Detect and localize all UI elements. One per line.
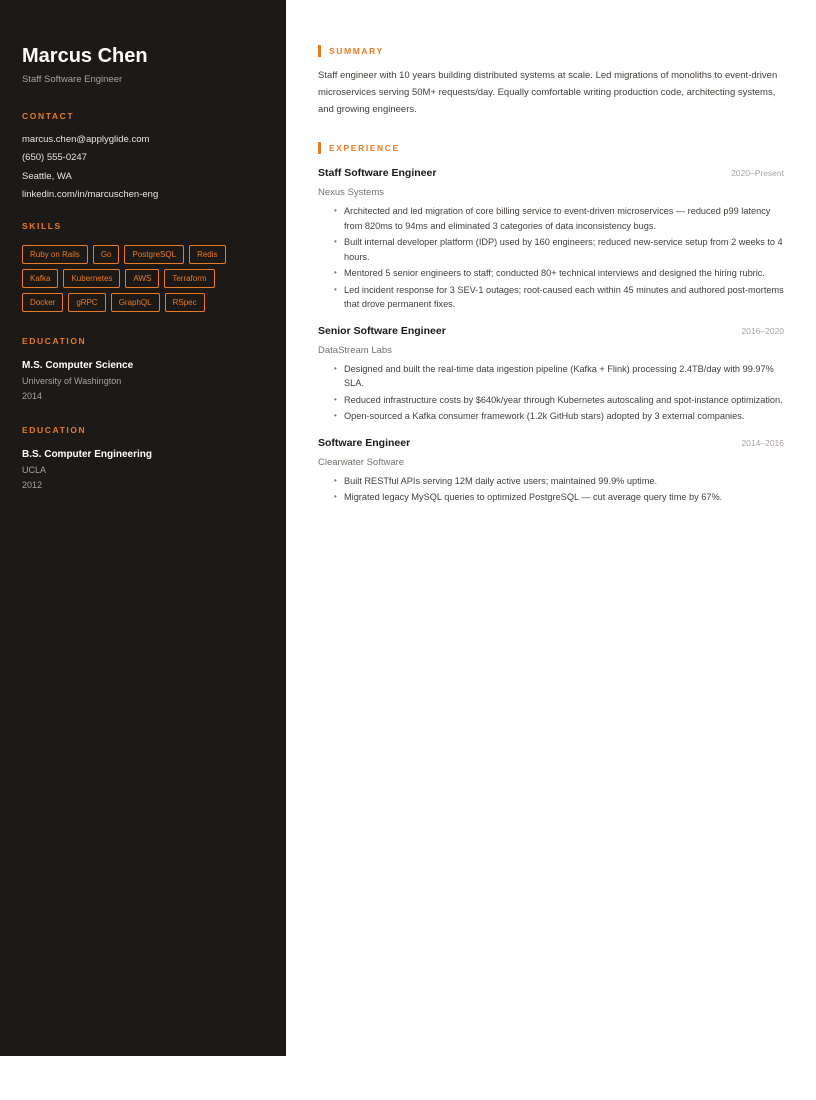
- job-entry: [318, 325, 784, 424]
- skill-tag: Go: [93, 245, 120, 264]
- job-dates: 2020–Present: [731, 168, 784, 178]
- contact-email[interactable]: marcus.chen@applyglide.com: [22, 134, 150, 145]
- job-bullet: • Built internal developer platform (IDP) used by 160 engineers; reduced new-service setup from 2 weeks to 4 hours.: [334, 235, 784, 264]
- candidate-name: Marcus Chen: [22, 45, 148, 67]
- skill-tag: PostgreSQL: [124, 245, 184, 264]
- education-heading: EDUCATION: [22, 335, 87, 346]
- skill-tags: [22, 245, 252, 312]
- experience-heading-label: EXPERIENCE: [329, 143, 400, 153]
- job-bullet: • Built RESTful APIs serving 12M daily active users; maintained 99.9% uptime.: [334, 474, 784, 489]
- job-bullets: [318, 362, 784, 424]
- skill-tag: Ruby on Rails: [22, 245, 88, 264]
- contact-linkedin[interactable]: linkedin.com/in/marcuschen-eng: [22, 188, 159, 200]
- contact-phone: (650) 555-0247: [22, 152, 87, 164]
- education-heading: EDUCATION: [22, 424, 87, 435]
- skill-tag: Kafka: [22, 269, 58, 288]
- skill-tag: Terraform: [164, 269, 214, 288]
- summary-heading: [318, 45, 784, 57]
- job-title: Software Engineer: [318, 436, 411, 449]
- skill-tag: AWS: [125, 269, 159, 288]
- experience-section: [318, 142, 784, 505]
- job-header: [318, 437, 784, 449]
- job-title: Staff Software Engineer: [318, 167, 437, 179]
- job-bullet: • Reduced infrastructure costs by $640k/year through Kubernetes autoscaling and spot-instance optimization.: [334, 393, 784, 408]
- job-header: [318, 325, 784, 337]
- job-bullets: [318, 204, 784, 312]
- job-company: Clearwater Software: [318, 456, 405, 468]
- skill-tag: RSpec: [165, 293, 205, 312]
- candidate-role: Staff Software Engineer: [22, 74, 123, 85]
- job-company: DataStream Labs: [318, 344, 392, 356]
- sidebar: [0, 0, 286, 1056]
- skill-tag: Kubernetes: [63, 269, 120, 288]
- education-year: 2012: [22, 479, 43, 490]
- skill-tag: gRPC: [68, 293, 105, 312]
- skills-heading: SKILLS: [22, 220, 62, 231]
- education-degree: M.S. Computer Science: [22, 359, 134, 371]
- job-company: Nexus Systems: [318, 187, 384, 198]
- education-year: 2014: [22, 390, 43, 401]
- contact-heading: CONTACT: [22, 111, 75, 121]
- education-school: University of Washington: [22, 375, 122, 386]
- contact-location: Seattle, WA: [22, 170, 72, 182]
- summary-text: Staff engineer with 10 years building distributed systems at scale. Led migrations of monoliths to event-driven microservices serving 50M+ requests/day. Equally comfortable writing production code, architecting systems, and growing engineers.: [318, 70, 778, 115]
- job-entry: [318, 437, 784, 505]
- job-title: Senior Software Engineer: [318, 324, 446, 337]
- job-bullet: • Led incident response for 3 SEV-1 outages; root-caused each within 45 minutes and authored post-mortems that drove permanent fixes.: [334, 283, 784, 312]
- main-content: [286, 0, 816, 1056]
- job-dates: 2016–2020: [741, 325, 784, 336]
- skills-section: [22, 221, 264, 312]
- education-section-2: [22, 425, 264, 490]
- job-bullet: • Architected and led migration of core billing service to event-driven microservices — reduced p99 latency from 820ms to 94ms and eliminated 3 categories of data inconsistency bugs.: [334, 204, 784, 233]
- job-bullet: • Mentored 5 senior engineers to staff; conducted 80+ technical interviews and designed the hiring rubric.: [334, 266, 784, 281]
- education-section-1: [22, 336, 264, 401]
- accent-bar: [318, 142, 321, 154]
- skill-tag: Docker: [22, 293, 63, 312]
- contact-section: [22, 111, 264, 201]
- job-header: [318, 167, 784, 179]
- job-bullet: • Open-sourced a Kafka consumer framework (1.2k GitHub stars) adopted by 3 external companies.: [334, 409, 784, 424]
- skill-tag: Redis: [189, 245, 225, 264]
- job-dates: 2014–2016: [741, 437, 784, 448]
- job-bullet: • Migrated legacy MySQL queries to optimized PostgreSQL — cut average query time by 67%.: [334, 490, 784, 505]
- summary-heading-label: SUMMARY: [329, 46, 384, 56]
- education-school: UCLA: [22, 464, 47, 475]
- education-degree: B.S. Computer Engineering: [22, 448, 153, 460]
- job-bullet: • Designed and built the real-time data ingestion pipeline (Kafka + Flink) processing 2.4TB/day with 99.97% SLA.: [334, 362, 784, 391]
- job-bullets: [318, 474, 784, 505]
- summary-section: [318, 45, 784, 118]
- skill-tag: GraphQL: [111, 293, 160, 312]
- experience-heading: [318, 142, 784, 154]
- accent-bar: [318, 45, 321, 57]
- job-entry: [318, 167, 784, 312]
